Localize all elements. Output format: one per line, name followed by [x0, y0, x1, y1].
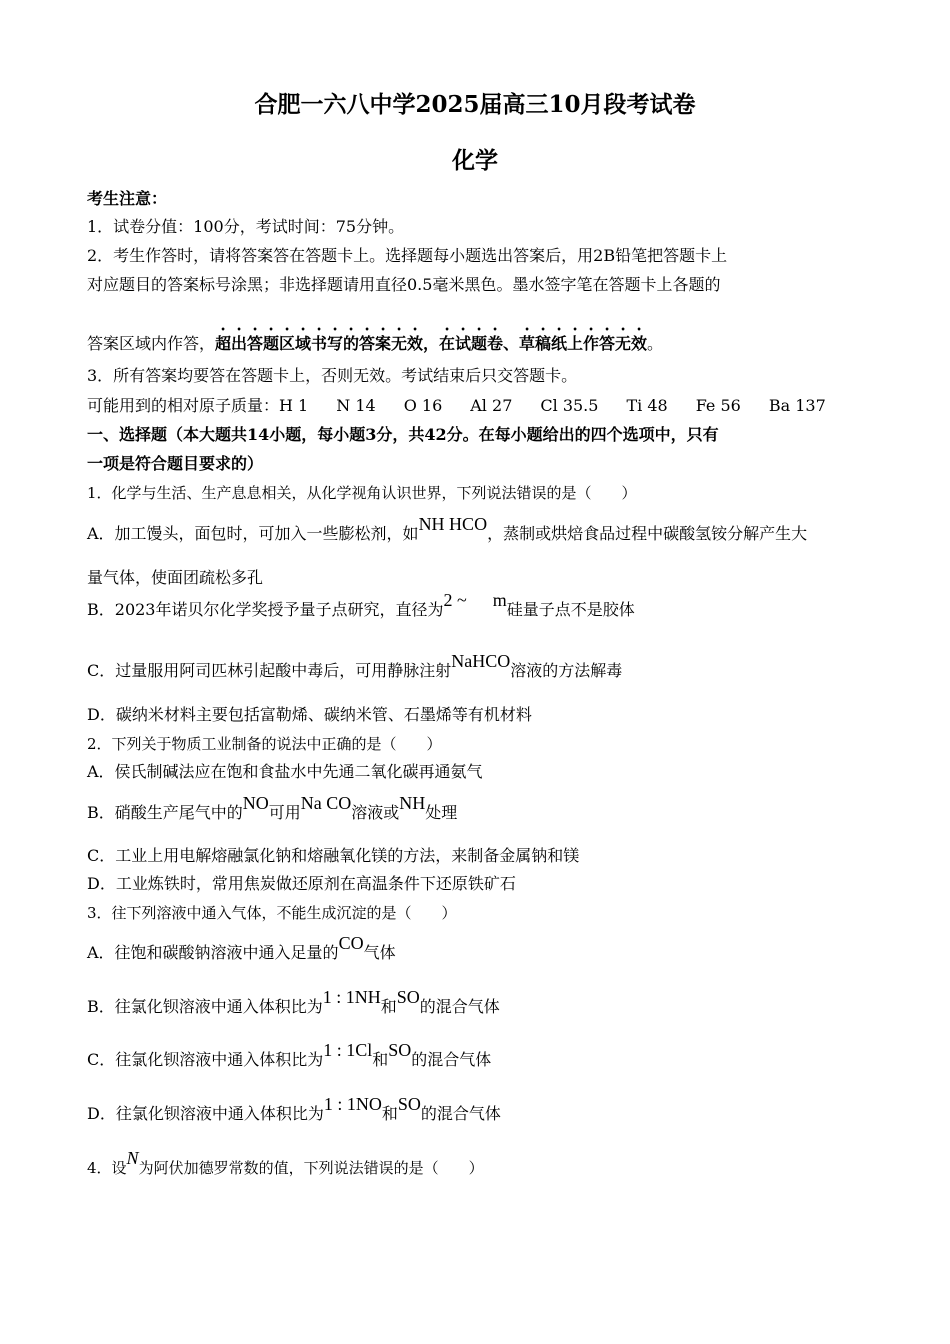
atomic-mass: H 1: [279, 396, 309, 415]
atomic-masses: [87, 395, 826, 417]
notice-item-2-end: 。: [647, 334, 664, 353]
q2-option-d: D．工业炼铁时，常用焦炭做还原剂在高温条件下还原铁矿石: [87, 874, 516, 893]
q4-text-2: 为阿伏加德罗常数的值，下列说法错误的是（ ）: [138, 1159, 484, 1177]
q2-b-text-3: 溶液或: [351, 803, 400, 822]
q2-option-a: A．侯氏制碱法应在饱和食盐水中先通二氧化碳再通氨气: [87, 762, 483, 781]
atomic-masses-label: 可能用到的相对原子质量：: [87, 396, 280, 415]
q3-d-formula-1: 1 : 1NO: [323, 1094, 382, 1114]
notice-item-3: 3．所有答案均要答在答题卡上，否则无效。考试结束后只交答题卡。: [87, 366, 578, 385]
q3-option-d: [87, 1094, 501, 1125]
q2-b-formula-2: Na CO: [300, 793, 352, 813]
exam-subject: 化学: [452, 147, 498, 174]
q1-b-formula-1: 2 ~: [443, 590, 467, 610]
q2-b-text-4: 处理: [425, 803, 458, 822]
notice-item-2-line-1: 2．考生作答时，请将答案答在答题卡上。选择题每小题选出答案后，用2B铅笔把答题卡上: [87, 246, 728, 265]
q1-option-d: D．碳纳米材料主要包括富勒烯、碳纳米管、石墨烯等有机材料: [87, 705, 532, 724]
q2-b-text: B．硝酸生产尾气中的: [87, 803, 243, 822]
q3-c-text-2: 和: [372, 1050, 389, 1069]
q2-b-text-2: 可用: [268, 803, 301, 822]
q3-a-text: A．往饱和碳酸钠溶液中通入足量的: [87, 943, 339, 962]
q3-d-text: D．往氯化钡溶液中通入体积比为: [87, 1104, 324, 1123]
q2-option-c: C．工业上用电解熔融氯化钠和熔融氧化镁的方法，来制备金属钠和镁: [87, 846, 580, 865]
q1-b-text: B．2023年诺贝尔化学奖授予量子点研究，直径为: [87, 600, 444, 619]
q1-c-text: C．过量服用阿司匹林引起酸中毒后，可用静脉注射: [87, 661, 452, 680]
q1-c-formula: NaHCO: [451, 651, 511, 671]
q3-c-formula-2: SO: [388, 1040, 412, 1060]
q3-a-text-2: 气体: [363, 943, 396, 962]
q3-b-formula-1: 1 : 1NH: [322, 987, 381, 1007]
q1-a-formula: NH HCO: [418, 514, 488, 534]
exam-title: 合肥一六八中学2025届高三10月段考试卷: [254, 91, 696, 118]
q1-stem: 1．化学与生活、生产息息相关，从化学视角认识世界，下列说法错误的是（ ）: [87, 484, 637, 502]
q3-b-text-3: 的混合气体: [419, 997, 500, 1016]
q4-formula: N: [126, 1148, 139, 1168]
atomic-mass: Al 27: [470, 396, 513, 415]
atomic-mass: Cl 35.5: [540, 396, 599, 415]
q4-stem: [87, 1148, 484, 1179]
q1-option-b: [87, 590, 635, 621]
atomic-mass: Ba 137: [768, 396, 826, 415]
section-heading-line-1: 一、选择题（本大题共14小题，每小题3分，共42分。在每小题给出的四个选项中，只有: [87, 425, 719, 444]
q4-text: 4．设: [87, 1159, 127, 1177]
q1-option-a-cont: 量气体，使面团疏松多孔: [87, 568, 264, 587]
q1-option-a: [87, 514, 808, 545]
q3-c-formula-1: 1 : 1Cl: [323, 1040, 373, 1060]
q2-b-formula-3: NH: [399, 793, 426, 813]
q1-c-text-2: 溶液的方法解毒: [510, 661, 623, 680]
q3-b-text: B．往氯化钡溶液中通入体积比为: [87, 997, 323, 1016]
atomic-mass: O 16: [403, 396, 443, 415]
section-heading-line-2: 一项是符合题目要求的）: [87, 454, 264, 473]
q1-option-c: [87, 651, 623, 682]
q3-d-text-3: 的混合气体: [420, 1104, 501, 1123]
atomic-mass: N 14: [336, 396, 376, 415]
q3-option-a: [87, 933, 396, 964]
q2-b-formula-1: NO: [242, 793, 269, 813]
q1-b-formula-2: m: [492, 590, 507, 610]
q3-c-text-3: 的混合气体: [411, 1050, 492, 1069]
notice-emphasis: 超出答题区域书写的答案无效，在试题卷、草稿纸上作答无效: [215, 334, 648, 353]
q3-option-b: [87, 987, 500, 1018]
q3-c-text: C．往氯化钡溶液中通入体积比为: [87, 1050, 324, 1069]
notice-item-1: 1．试卷分值：100分，考试时间：75分钟。: [87, 217, 405, 236]
q3-b-text-2: 和: [380, 997, 397, 1016]
atomic-mass: Ti 48: [626, 396, 668, 415]
notice-heading: 考生注意：: [87, 189, 168, 208]
notice-item-2-line-2: 对应题目的答案标号涂黑；非选择题请用直径0.5毫米黑色。墨水签字笔在答题卡上各题的: [87, 275, 721, 294]
q3-d-formula-2: SO: [397, 1094, 421, 1114]
notice-item-2-text: 答案区域内作答，: [87, 334, 216, 353]
q2-option-b: [87, 793, 458, 824]
q3-stem: 3．往下列溶液中通入气体，不能生成沉淀的是（ ）: [87, 904, 457, 922]
notice-item-2-line-3: [87, 324, 663, 355]
q3-option-c: [87, 1040, 492, 1071]
q3-d-text-2: 和: [381, 1104, 398, 1123]
q1-a-text: A．加工馒头，面包时，可加入一些膨松剂，如: [87, 524, 419, 543]
q2-stem: 2．下列关于物质工业制备的说法中正确的是（ ）: [87, 735, 442, 753]
q3-b-formula-2: SO: [396, 987, 420, 1007]
q3-a-formula: CO: [338, 933, 364, 953]
q1-b-text-2: 硅量子点不是胶体: [506, 600, 635, 619]
q1-a-text-2: ，蒸制或烘焙食品过程中碳酸氢铵分解产生大: [487, 524, 808, 543]
atomic-mass: Fe 56: [695, 396, 741, 415]
